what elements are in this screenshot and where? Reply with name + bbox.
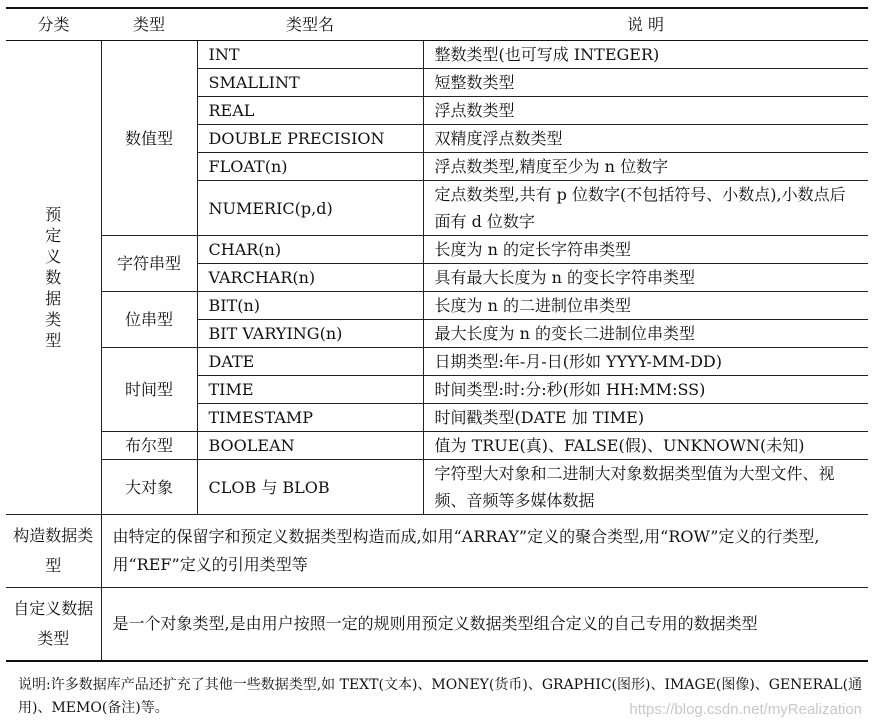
type-name-cell: BIT VARYING(n) <box>197 320 423 348</box>
header-fenlei: 分类 <box>6 8 101 41</box>
description-cell: 长度为 n 的定长字符串类型 <box>423 236 868 264</box>
category-char: 定 <box>45 226 62 245</box>
description-cell: 具有最大长度为 n 的变长字符串类型 <box>423 264 868 292</box>
group-name: 字符串型 <box>101 236 197 292</box>
userdefined-description: 是一个对象类型,是由用户按照一定的规则用预定义数据类型组合定义的自己专用的数据类型 <box>101 588 868 662</box>
table-body <box>6 41 868 662</box>
table-row <box>6 588 868 662</box>
category-char: 数 <box>45 268 62 287</box>
table-row <box>6 460 868 515</box>
group-name: 时间型 <box>101 348 197 432</box>
group-name: 布尔型 <box>101 432 197 460</box>
description-cell: 浮点数类型 <box>423 97 868 125</box>
table-row <box>6 41 868 69</box>
table-row <box>6 515 868 588</box>
table-row <box>6 348 868 376</box>
description-cell: 字符型大对象和二进制大对象数据类型值为大型文件、视频、音频等多媒体数据 <box>423 460 868 515</box>
header-leixing: 类型 <box>101 8 197 41</box>
description-cell: 日期类型:年-月-日(形如 YYYY-MM-DD) <box>423 348 868 376</box>
type-name-cell: DOUBLE PRECISION <box>197 125 423 153</box>
type-name-cell: TIMESTAMP <box>197 404 423 432</box>
type-name-cell: REAL <box>197 97 423 125</box>
description-cell: 最大长度为 n 的变长二进制位串类型 <box>423 320 868 348</box>
description-cell: 浮点数类型,精度至少为 n 位数字 <box>423 153 868 181</box>
table-row <box>6 236 868 264</box>
group-name: 大对象 <box>101 460 197 515</box>
category-char: 类 <box>45 310 62 329</box>
type-name-cell: INT <box>197 41 423 69</box>
category-char: 型 <box>45 331 62 350</box>
category-char: 据 <box>45 289 62 308</box>
category-predefined <box>6 41 101 515</box>
type-name-cell: VARCHAR(n) <box>197 264 423 292</box>
category-userdefined: 自定义数据类型 <box>6 588 101 662</box>
description-cell: 时间类型:时:分:秒(形如 HH:MM:SS) <box>423 376 868 404</box>
header-leixingming: 类型名 <box>197 8 423 41</box>
category-char: 预 <box>45 205 62 224</box>
type-name-cell: BIT(n) <box>197 292 423 320</box>
watermark: https://blog.csdn.net/myRealization <box>629 701 862 718</box>
type-name-cell: TIME <box>197 376 423 404</box>
description-cell: 时间戳类型(DATE 加 TIME) <box>423 404 868 432</box>
type-name-cell: CLOB 与 BLOB <box>197 460 423 515</box>
table-row <box>6 432 868 460</box>
footnote: 说明:许多数据库产品还扩充了其他一些数据类型,如 TEXT(文本)、MONEY(货币)、GRAPHIC(图形)、IMAGE(图像)、GENERAL(通用)、MEMO(备注)等。 <box>18 677 863 716</box>
header-shuoming: 说 明 <box>423 8 868 41</box>
table-row <box>6 292 868 320</box>
category-char: 义 <box>45 247 62 266</box>
category-constructed: 构造数据类型 <box>6 515 101 588</box>
constructed-description: 由特定的保留字和预定义数据类型构造而成,如用“ARRAY”定义的聚合类型,用“ROW”定义的行类型,用“REF”定义的引用类型等 <box>101 515 868 588</box>
description-cell: 定点数类型,共有 p 位数字(不包括符号、小数点),小数点后面有 d 位数字 <box>423 181 868 236</box>
description-cell: 双精度浮点数类型 <box>423 125 868 153</box>
type-name-cell: SMALLINT <box>197 69 423 97</box>
type-name-cell: BOOLEAN <box>197 432 423 460</box>
table-header-row <box>6 8 868 41</box>
type-name-cell: FLOAT(n) <box>197 153 423 181</box>
group-name: 数值型 <box>101 41 197 236</box>
type-name-cell: DATE <box>197 348 423 376</box>
description-cell: 短整数类型 <box>423 69 868 97</box>
description-cell: 值为 TRUE(真)、FALSE(假)、UNKNOWN(未知) <box>423 432 868 460</box>
description-cell: 整数类型(也可写成 INTEGER) <box>423 41 868 69</box>
data-type-table-container <box>6 7 868 662</box>
data-type-table <box>6 7 868 662</box>
description-cell: 长度为 n 的二进制位串类型 <box>423 292 868 320</box>
group-name: 位串型 <box>101 292 197 348</box>
type-name-cell: NUMERIC(p,d) <box>197 181 423 236</box>
type-name-cell: CHAR(n) <box>197 236 423 264</box>
